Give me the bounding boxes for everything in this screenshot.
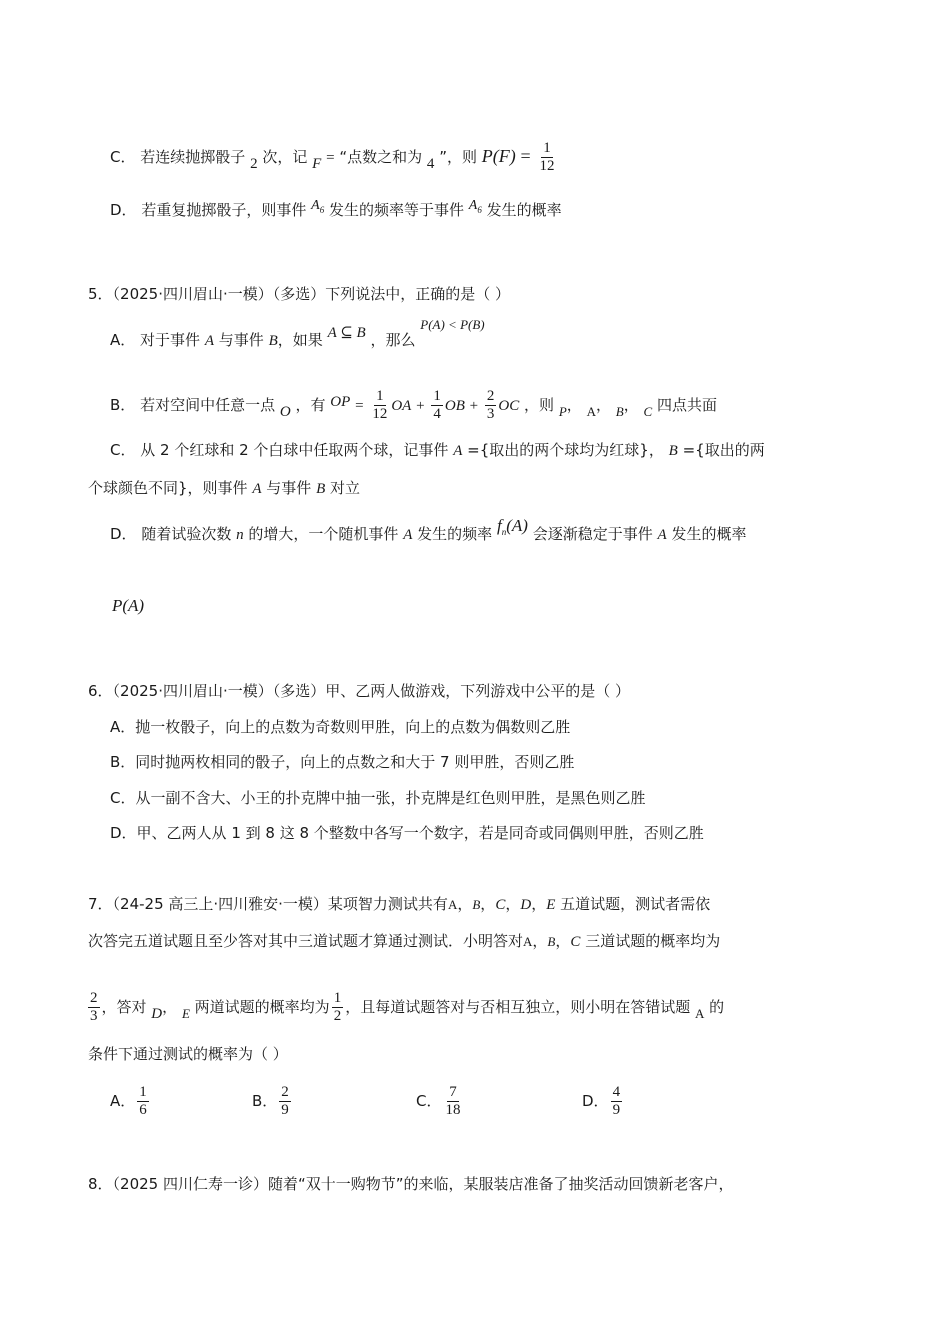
option-label: A． [110,331,136,349]
text: 发生的概率 [671,525,747,543]
math: = [520,146,531,166]
fraction [443,1084,462,1119]
fraction [537,140,556,175]
math-var: A [468,198,478,213]
denominator: 3 [90,1008,98,1024]
text: ，那么 [370,331,416,349]
fraction [279,1084,291,1119]
text: 发生的概率 [486,201,562,219]
q7-option-b [252,1084,293,1119]
text: 两道试题的概率均为 [194,998,330,1016]
fraction [611,1084,623,1119]
q7-line3 [86,990,724,1025]
q4-option-c [110,140,558,175]
text: ， [595,396,611,414]
text: ，则 [524,396,555,414]
text: ={取出的两个球均为红球}， [467,441,664,459]
math: A [403,527,413,543]
q5-option-c [110,438,765,463]
text: ， [162,998,178,1016]
option-label: C． [110,441,136,459]
math: 2 [250,156,258,172]
q5-option-a [110,317,485,353]
text: 与事件 [218,331,264,349]
subscript: n [501,527,507,537]
fraction [431,388,443,423]
math: B [472,897,481,912]
math: OA [391,398,412,414]
q5-option-d-cont: P(A) [112,596,145,615]
math: C [495,897,506,913]
q5-option-b [110,388,717,423]
math: P(A) < P(B) [420,317,485,332]
fraction [370,388,389,423]
q7-line2 [88,929,720,954]
math: A [586,404,596,419]
text: 发生的频率 [417,525,493,543]
math [469,198,482,213]
numerator: 2 [281,1084,289,1100]
math: B [615,404,624,419]
denominator: 6 [139,1102,147,1118]
fraction [332,990,344,1025]
option-label: D． [582,1092,609,1110]
denominator: 12 [372,406,388,422]
text: ，答对 [101,998,147,1016]
denominator: 9 [281,1102,289,1118]
text: ，如果 [277,331,323,349]
math-var: f [496,516,502,535]
math: = [355,398,364,414]
text: 发生的频率等于事件 [328,201,464,219]
denominator: 4 [433,406,441,422]
math: D [151,1006,163,1022]
text: 从 2 个红球和 2 个白球中任取两个球，记事件 [140,441,449,459]
denominator: 18 [445,1102,461,1118]
option-label: D． [110,201,137,219]
text: ， [531,895,547,913]
option-label: D． [110,525,137,543]
math: B [668,443,678,459]
math: A [523,934,533,949]
math: C [643,404,653,419]
denominator: 12 [539,158,555,174]
numerator: 7 [449,1084,457,1100]
subscript: 6 [319,205,325,215]
text: ”，则 [439,148,477,166]
denominator: 3 [486,406,495,422]
text: 若对空间中任意一点 [140,396,276,414]
math: O [279,404,291,420]
denominator: 9 [612,1102,621,1118]
math: = [326,150,335,166]
q5-option-d [110,516,747,552]
text: 7．（24-25 高三上·四川雅安·一模）某项智力测试共有 [88,895,448,913]
math: A [252,481,262,497]
text: 的增大，一个随机事件 [248,525,399,543]
q6-stem: 6．（2025·四川眉山·一模）（多选）甲、乙两人做游戏，下列游戏中公平的是（ ） [88,682,631,700]
text: ， [566,396,582,414]
numerator: 1 [333,990,342,1006]
math [497,516,528,535]
math: + [469,398,479,414]
math: (F) [492,146,516,166]
text: 的 [709,998,725,1016]
math: B [268,333,278,349]
option-label: A． [110,1092,136,1110]
text: ， [457,895,473,913]
math [311,198,324,213]
q6-option-c: C．从一副不含大、小王的扑克牌中抽一张，扑克牌是红色则甲胜，是黑色则乙胜 [110,789,646,807]
math: OC [498,398,520,414]
text: ， [623,396,639,414]
math: P [558,404,567,419]
text: 五道试题，测试者需依 [560,895,711,913]
text: ， [505,895,521,913]
q6-option-a: A．抛一枚骰子，向上的点数为奇数则甲胜，向上的点数为偶数则乙胜 [110,718,571,736]
math: A [204,333,215,349]
text: 次答完五道试题且至少答对其中三道试题才算通过测试．小明答对 [88,932,524,950]
text: 对立 [330,479,361,497]
math: A [657,527,667,543]
q7-option-c [416,1084,464,1119]
text: ，有 [295,396,326,414]
q6-option-b: B．同时抛两枚相同的骰子，向上的点数之和大于 7 则甲胜，否则乙胜 [110,753,575,771]
text: ， [480,895,496,913]
denominator: 2 [333,1008,342,1024]
text: 会逐渐稳定于事件 [532,525,653,543]
math: E [181,1006,190,1021]
text: ， [532,932,548,950]
math-var: (A) [506,516,528,535]
text: ，且每道试题答对与否相互独立，则小明在答错试题 [345,998,691,1016]
text: 与事件 [266,479,312,497]
q8-stem: 8．（2025 四川仁寿一诊）随着“双十一购物节”的来临，某服装店准备了抽奖活动回馈新老客户， [88,1175,734,1193]
math: A [453,443,463,459]
q6-option-d: D．甲、乙两人从 1 到 8 这 8 个整数中各写一个数字，若是同奇或同偶则甲胜，否则乙胜 [110,824,704,842]
numerator: 1 [543,140,551,156]
text: 个球颜色不同}，则事件 [88,479,248,497]
q7-option-a [110,1084,151,1119]
numerator: 1 [139,1084,147,1100]
numerator: 2 [486,388,495,404]
math: OP [330,394,351,410]
math: B [316,481,326,497]
math: 4 [426,156,435,172]
q5-stem: 5．（2025·四川眉山·一模）（多选）下列说法中，正确的是（ ） [88,285,511,303]
math: + [416,398,425,414]
numerator: 1 [376,388,384,404]
fraction [485,388,497,423]
math: A ⊆ B [327,325,366,341]
math: OB [444,398,465,414]
math: A [694,1006,705,1021]
math: C [570,934,581,950]
math: B [547,934,556,949]
option-label: B． [252,1092,278,1110]
text: 若重复抛掷骰子，则事件 [141,201,307,219]
text: ={取出的两 [682,441,765,459]
text: 四点共面 [656,396,717,414]
math: E [546,897,556,913]
fraction [88,990,100,1025]
q7-line1 [88,892,710,917]
text: 随着试验次数 [141,525,232,543]
numerator: 1 [433,388,441,404]
numerator: 4 [612,1084,621,1100]
text: 对于事件 [140,331,201,349]
math: F [312,156,322,172]
math: n [236,527,244,543]
text: “点数之和为 [339,148,423,166]
text: ， [555,932,571,950]
text: 次，记 [262,148,308,166]
numerator: 2 [90,990,98,1006]
q7-option-d [582,1084,624,1119]
q7-line4: 条件下通过测试的概率为（ ） [88,1045,288,1063]
text: 若连续抛掷骰子 [140,148,246,166]
math-var: A [311,198,320,213]
option-label: B． [110,396,136,414]
option-label: C． [110,148,136,166]
fraction [137,1084,149,1119]
q5-option-c-cont [88,476,360,501]
subscript: 6 [477,205,482,215]
math: D [520,897,532,913]
q4-option-d [110,198,562,228]
text: 三道试题的概率均为 [585,932,721,950]
option-label: C． [416,1092,442,1110]
math: A [447,897,458,912]
math: P [481,146,493,166]
